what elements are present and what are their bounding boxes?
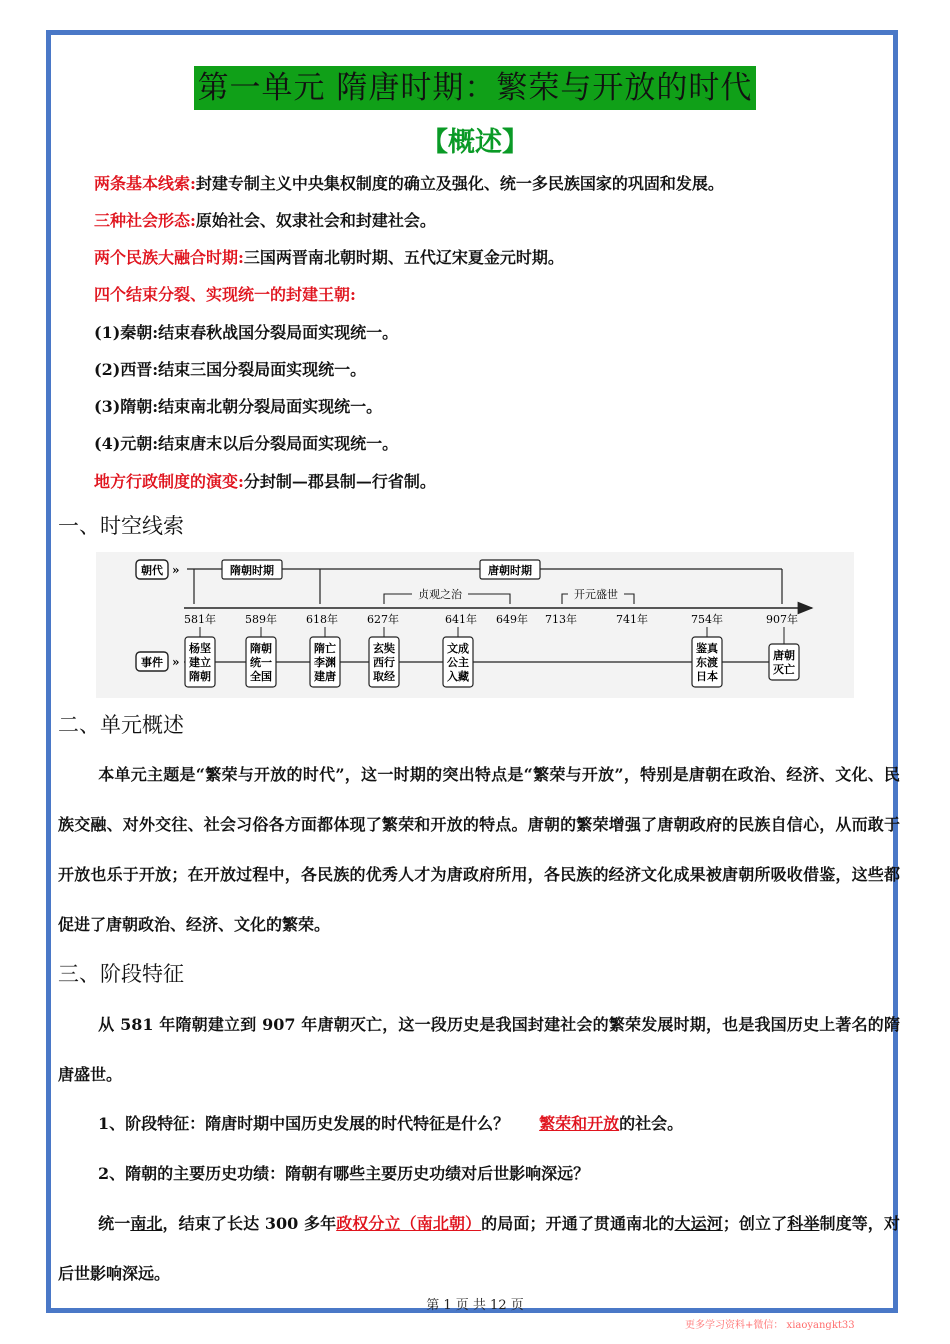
year-tick-label: 754年 bbox=[691, 613, 723, 626]
summary-text: 封建专制主义中央集权制度的确立及强化、统一多民族国家的巩固和发展。 bbox=[195, 174, 724, 193]
event-text: 隋朝 bbox=[189, 670, 211, 683]
question-1-answer: 繁荣和开放 bbox=[539, 1114, 620, 1133]
event-arrow-glyph: » bbox=[172, 655, 180, 669]
summary-text: 三国两晋南北朝时期、五代辽宋夏金元时期。 bbox=[243, 248, 564, 267]
answer-part: 制度等，对后世影响深远。 bbox=[58, 1214, 900, 1283]
admin-line bbox=[94, 471, 436, 493]
event-text: 唐朝 bbox=[773, 649, 795, 662]
year-tick-label: 741年 bbox=[616, 613, 648, 626]
page-title: 第一单元 隋唐时期：繁荣与开放的时代 bbox=[194, 66, 757, 110]
admin-text: 分封制—郡县制—行省制。 bbox=[243, 472, 436, 491]
year-tick-label: 618年 bbox=[306, 613, 338, 626]
overview-heading: 【概述】 bbox=[421, 127, 529, 158]
admin-label: 地方行政制度的演变: bbox=[94, 472, 244, 491]
sub-period-kaiyuan: 开元盛世 bbox=[574, 588, 618, 601]
year-tick-label: 641年 bbox=[445, 613, 477, 626]
answer-blank: 大运河 bbox=[674, 1214, 723, 1233]
dynasty-arrow-glyph: » bbox=[172, 563, 180, 577]
unit-overview-paragraph bbox=[58, 750, 900, 950]
summary-text: 原始社会、奴隶社会和封建社会。 bbox=[195, 211, 436, 230]
summary-label: 两条基本线索: bbox=[94, 174, 196, 193]
answer-part: ；创立了 bbox=[722, 1214, 788, 1233]
section-heading-timeline: 一、时空线索 bbox=[58, 514, 184, 538]
event-text: 鉴真 bbox=[696, 642, 718, 655]
event-text: 统一 bbox=[250, 656, 272, 669]
section-heading-overview: 二、单元概述 bbox=[58, 713, 184, 737]
year-tick-label: 713年 bbox=[545, 613, 577, 626]
answer-part: ，结束了长达 300 多年 bbox=[162, 1214, 337, 1233]
question-2 bbox=[58, 1149, 900, 1199]
question-2-text: 2、隋朝的主要历史功绩：隋朝有哪些主要历史功绩对后世影响深远？ bbox=[98, 1164, 590, 1183]
sub-period-zhenguan: 贞观之治 bbox=[418, 588, 462, 601]
summary-line bbox=[94, 173, 724, 195]
stage-paragraph bbox=[58, 1000, 900, 1100]
year-tick-label: 649年 bbox=[496, 613, 528, 626]
summary-line bbox=[94, 247, 564, 269]
title-wrap bbox=[0, 66, 950, 110]
year-tick-label: 589年 bbox=[245, 613, 277, 626]
section-heading-stage: 三、阶段特征 bbox=[58, 962, 184, 986]
event-text: 建唐 bbox=[314, 670, 336, 683]
year-tick-label: 627年 bbox=[367, 613, 399, 626]
event-text: 文成 bbox=[447, 642, 469, 655]
event-text: 杨坚 bbox=[189, 642, 211, 655]
question-2-answer bbox=[58, 1199, 900, 1299]
question-1 bbox=[58, 1099, 900, 1149]
answer-part: 的局面；开通了贯通南北的 bbox=[481, 1214, 675, 1233]
dynasty-item: (4)元朝:结束唐末以后分裂局面实现统一。 bbox=[94, 434, 399, 453]
event-text: 灭亡 bbox=[773, 663, 795, 676]
event-text: 东渡 bbox=[696, 656, 718, 669]
event-text: 取经 bbox=[373, 670, 395, 683]
summary-label: 两个民族大融合时期: bbox=[94, 248, 244, 267]
question-1-text: 1、阶段特征：隋唐时期中国历史发展的时代特征是什么？ bbox=[98, 1114, 510, 1133]
question-1-tail: 的社会。 bbox=[619, 1114, 684, 1133]
event-text: 西行 bbox=[373, 656, 395, 669]
stage-text: 从 581 年隋朝建立到 907 年唐朝灭亡，这一段历史是我国封建社会的繁荣发展时期，也是我国历史上著名的隋唐盛世。 bbox=[58, 1015, 900, 1084]
answer-blank: 科举 bbox=[787, 1214, 820, 1233]
dynasty-item: (1)秦朝:结束春秋战国分裂局面实现统一。 bbox=[94, 323, 399, 342]
event-label: 事件 bbox=[141, 656, 163, 669]
period-label-sui: 隋朝时期 bbox=[230, 564, 274, 577]
event-text: 日本 bbox=[696, 670, 718, 683]
dynasty-item: (2)西晋:结束三国分裂局面实现统一。 bbox=[94, 360, 367, 379]
year-tick-label: 581年 bbox=[184, 613, 216, 626]
summary-line bbox=[94, 284, 356, 306]
answer-blank: 南北 bbox=[130, 1214, 163, 1233]
event-text: 建立 bbox=[189, 656, 211, 669]
event-text: 玄奘 bbox=[373, 642, 395, 655]
event-text: 入藏 bbox=[447, 670, 469, 683]
answer-blank: 政权分立（南北朝） bbox=[336, 1214, 482, 1233]
event-text: 公主 bbox=[447, 656, 469, 669]
summary-label: 四个结束分裂、实现统一的封建王朝: bbox=[94, 285, 356, 304]
dynasty-label: 朝代 bbox=[141, 564, 163, 577]
event-text: 全国 bbox=[250, 670, 272, 683]
period-label-tang: 唐朝时期 bbox=[488, 564, 532, 577]
summary-line bbox=[94, 210, 436, 232]
dynasty-item: (3)隋朝:结束南北朝分裂局面实现统一。 bbox=[94, 397, 383, 416]
timeline-diagram bbox=[96, 552, 854, 698]
watermark: 更多学习资料+微信： xiaoyangkt33 bbox=[685, 1320, 855, 1331]
event-text: 李渊 bbox=[314, 656, 336, 669]
page-number: 第 1 页 共 12 页 bbox=[426, 1298, 524, 1313]
answer-part: 统一 bbox=[98, 1214, 131, 1233]
event-text: 隋朝 bbox=[250, 642, 272, 655]
event-text: 隋亡 bbox=[314, 642, 336, 655]
year-tick-label: 907年 bbox=[766, 613, 798, 626]
summary-label: 三种社会形态: bbox=[94, 211, 196, 230]
unit-overview-text: 本单元主题是“繁荣与开放的时代”，这一时期的突出特点是“繁荣与开放”，特别是唐朝在政治、经济、文化、民族交融、对外交往、社会习俗各方面都体现了繁荣和开放的特点。唐朝的繁荣增强了唐朝政府的民族自信心，从而敢于开放也乐于开放；在开放过程中，各民族的优秀人才为唐政府所用，各民族的经济文化成果被唐朝所吸收借鉴，这些都促进了唐朝政治、经济、文化的繁荣。 bbox=[58, 765, 900, 934]
